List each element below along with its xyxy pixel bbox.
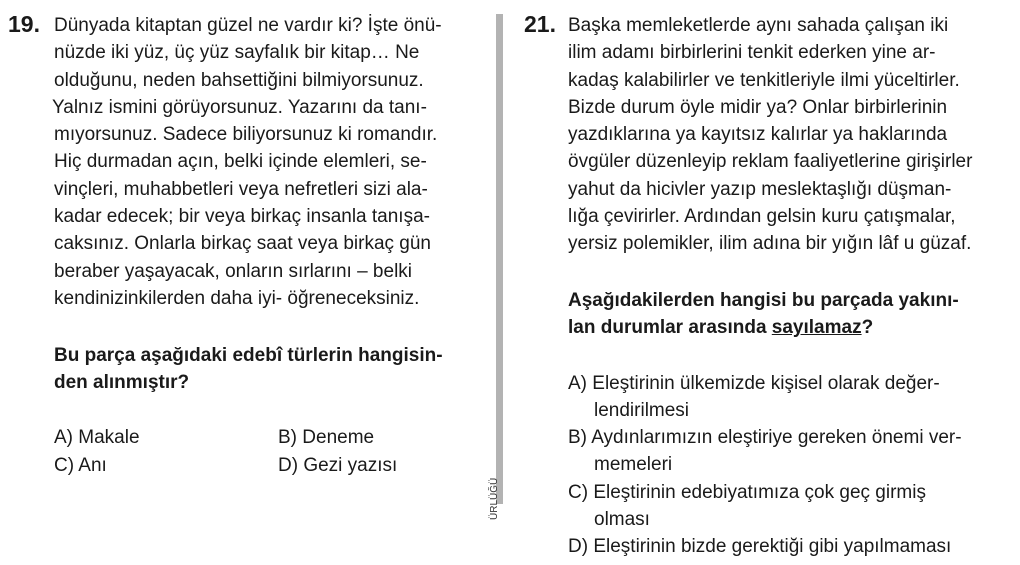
question-text: lan durumlar arasında: [568, 317, 772, 339]
column-divider: [496, 14, 503, 504]
passage-line: caksınız. Onlarla birkaç saat veya birkaç gün: [54, 233, 432, 255]
underlined-keyword: sayılamaz: [771, 317, 862, 339]
passage-line: yazdıklarına ya kayıtsız kalırlar ya haklarında: [568, 124, 948, 146]
question-line: [568, 314, 959, 341]
passage-line: ilim adamı birbirlerini tenkit ederken yine ar-: [568, 42, 936, 64]
passage-line: Dünyada kitaptan güzel ne vardır ki? İşte önü-: [54, 15, 442, 36]
passage-line: olduğunu, neden bahsettiğini bilmiyorsunuz.: [54, 69, 424, 91]
q19-option-a[interactable]: A) Makale: [54, 427, 140, 448]
passage-line: Yalnız ismini görüyorsunuz. Yazarını da tanı-: [52, 96, 427, 118]
q21-option-d[interactable]: D) Eleştirinin bizde gerektiği gibi yapılmaması: [568, 536, 952, 557]
q19-option-d[interactable]: D) Gezi yazısı: [278, 455, 398, 476]
passage-line: kadar edecek; bir veya birkaç insanla tanışa-: [54, 206, 430, 228]
question-number-21: 21.: [524, 11, 556, 37]
q21-question: [568, 287, 959, 342]
passage-line: nüzde iki yüz, üç yüz sayfalık bir kitap… Ne: [54, 42, 420, 64]
q21-passage: [568, 12, 972, 258]
q19-option-b[interactable]: B) Deneme: [278, 427, 375, 448]
passage-line: yersiz polemikler, ilim adına bir yığın lâf u güzaf.: [568, 233, 972, 255]
q21-option-a-cont: lendirilmesi: [594, 400, 690, 421]
question-line: den alınmıştır?: [54, 372, 190, 394]
passage-line: kadaş kalabilirler ve tenkitleriyle ilmi yüceltirler.: [568, 69, 960, 91]
passage-line: yahut da hicivler yazıp meslektaşlığı düşman-: [568, 178, 952, 200]
q19-passage: [54, 12, 442, 312]
q21-option-c-cont: olması: [594, 509, 650, 530]
q21-option-c[interactable]: C) Eleştirinin edebiyatımıza çok geç girmiş: [568, 482, 926, 503]
question-line: Bu parça aşağıdaki edebî türlerin hangisin-: [54, 345, 443, 366]
passage-line: beraber yaşayacak, onların sırlarını – belki: [54, 260, 413, 282]
passage-line: Başka memleketlerde aynı sahada çalışan iki: [568, 15, 949, 36]
passage-line: lığa çevirirler. Ardından gelsin kuru çatışmalar,: [568, 206, 956, 228]
q19-option-c[interactable]: C) Anı: [54, 455, 107, 476]
question-line: Aşağıdakilerden hangisi bu parçada yakını-: [568, 290, 959, 311]
q19-question: [54, 342, 443, 397]
passage-line: vinçleri, muhabbetleri veya nefretleri sizi ala-: [54, 178, 428, 200]
q21-option-b-cont: memeleri: [594, 454, 673, 475]
passage-line: kendinizinkilerden daha iyi- öğreneceksiniz.: [54, 287, 420, 309]
question-number-19: 19.: [8, 11, 40, 37]
q21-option-b[interactable]: B) Aydınlarımızın eleştiriye gereken önemi ver-: [568, 427, 962, 448]
passage-line: Bizde durum öyle midir ya? Onlar birbirlerinin: [568, 96, 948, 118]
passage-line: övgüler düzenleyip reklam faaliyetlerine girişirler: [568, 151, 973, 173]
question-mark: ?: [861, 317, 874, 339]
passage-line: mıyorsunuz. Sadece biliyorsunuz ki romandır.: [54, 124, 438, 146]
passage-line: Hiç durmadan açın, belki içinde elemleri, se-: [54, 151, 427, 173]
q21-option-a[interactable]: A) Eleştirinin ülkemizde kişisel olarak değer-: [568, 373, 940, 394]
side-label: ÜRLÜĞÜ: [489, 477, 500, 520]
